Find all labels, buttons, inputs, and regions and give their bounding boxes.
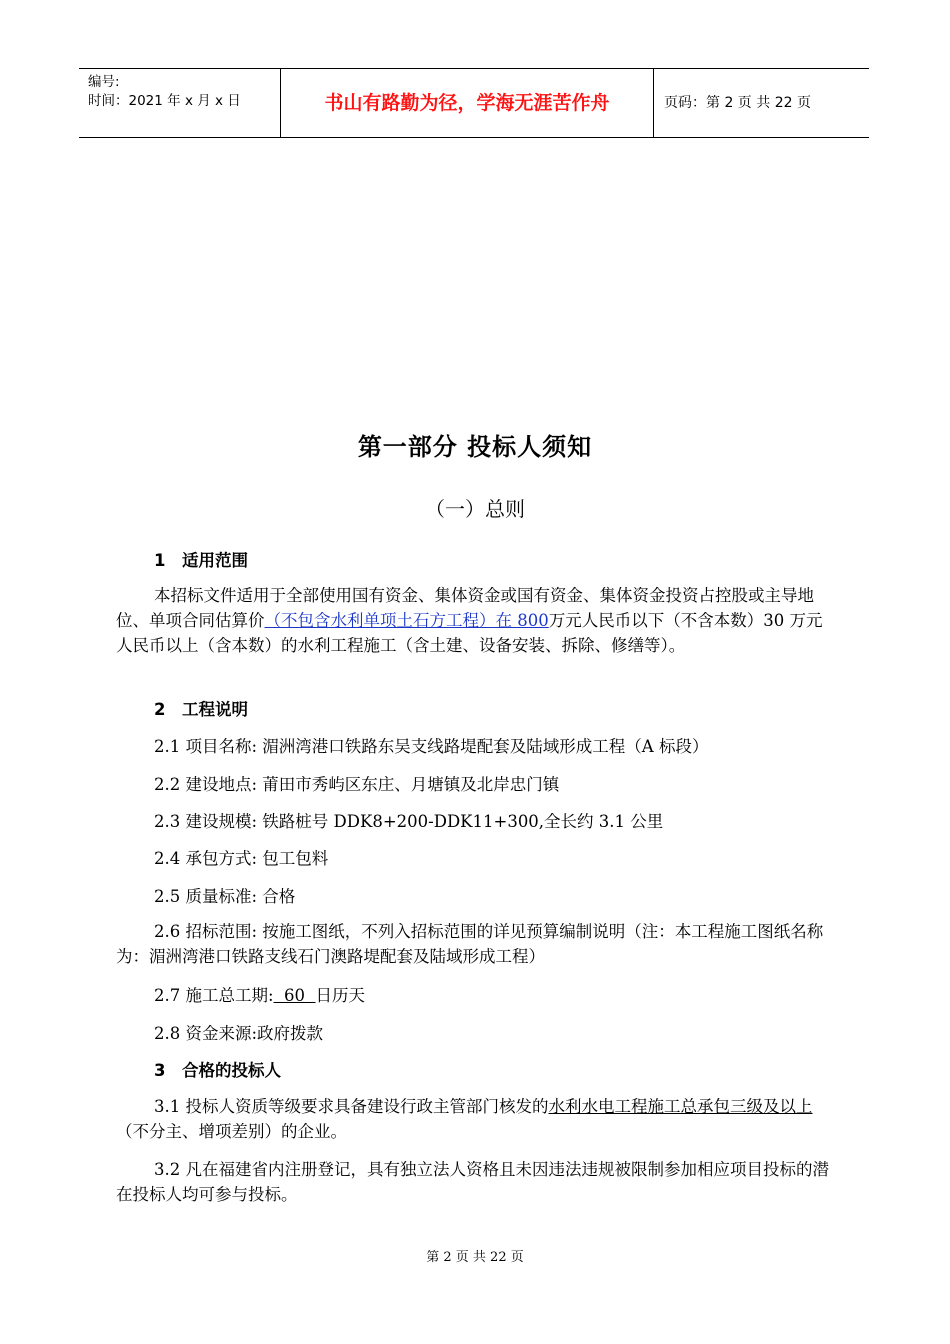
section-1-title: 适用范围: [182, 551, 248, 570]
section-1-text-cont: 万元人民币以下（不含本数）30 万元人民币以上（含本数）的水利工程施工（含土建、设备安装、拆除、修缮等）。: [116, 611, 823, 655]
quality-item: 2.5 质量标准: 合格: [154, 887, 296, 906]
section-2-title: 工程说明: [182, 700, 248, 719]
qualification-text-cont: （不分主、增项差别）的企业。: [116, 1122, 347, 1141]
duration-value: 60: [273, 986, 316, 1005]
section-2-number: 2: [154, 700, 166, 719]
scale-item: 2.3 建设规模: 铁路桩号 DDK8+200-DDK11+300,全长约 3.1 公里: [154, 812, 664, 831]
section-2-heading: [154, 696, 248, 720]
bid-scope-item: 2.6 招标范围: 按施工图纸，不列入招标范围的详见预算编制说明（注：本工程施工图纸名称为：湄洲湾港口铁路支线石门澳路堤配套及陆域形成工程）: [116, 922, 824, 966]
qualification-paragraph: [116, 1094, 836, 1144]
document-number-label: 编号:: [88, 74, 120, 90]
section-3-title: 合格的投标人: [182, 1061, 281, 1080]
scope-link[interactable]: （不包含水利单项土石方工程）在 800: [264, 611, 549, 630]
page-header: [79, 68, 869, 138]
contract-mode-item: 2.4 承包方式: 包工包料: [154, 849, 329, 868]
header-meta-cell: [79, 69, 281, 137]
duration-item: [154, 982, 365, 1006]
funding-item: 2.8 资金来源:政府拨款: [154, 1024, 324, 1043]
header-page-info: 页码：第 2 页 共 22 页: [664, 95, 811, 111]
qualification-text: 3.1 投标人资质等级要求具备建设行政主管部门核发的: [154, 1097, 549, 1116]
section-1-text: 本招标文件适用于全部使用国有资金、集体资金或国有资金、集体资金投资占控股或主导地位、单项合同估算价: [116, 586, 814, 630]
section-1-number: 1: [154, 551, 166, 570]
part-title: 第一部分 投标人须知: [357, 433, 593, 461]
section-3-heading: [154, 1057, 281, 1081]
section-1-paragraph: [116, 583, 836, 658]
duration-unit: 日历天: [315, 986, 366, 1005]
page-footer: 第 2 页 共 22 页: [426, 1250, 524, 1265]
section-title: （一）总则: [425, 497, 525, 521]
section-3-number: 3: [154, 1061, 166, 1080]
eligibility-paragraph: 3.2 凡在福建省内注册登记，具有独立法人资格且未因违法违规被限制参加相应项目投标的潜在投标人均可参与投标。: [116, 1160, 829, 1204]
project-name-item: 2.1 项目名称: 湄洲湾港口铁路东吴支线路堤配套及陆域形成工程（A 标段）: [154, 737, 709, 756]
duration-label: 2.7 施工总工期:: [154, 986, 274, 1005]
header-motto: 书山有路勤为径，学海无涯苦作舟: [281, 69, 654, 137]
location-item: 2.2 建设地点: 莆田市秀屿区东庄、月塘镇及北岸忠门镇: [154, 775, 560, 794]
document-time-label: 时间：2021 年 x 月 x 日: [88, 93, 241, 109]
qualification-requirement: 水利水电工程施工总承包三级及以上: [548, 1097, 813, 1116]
section-1-heading: [154, 547, 248, 571]
